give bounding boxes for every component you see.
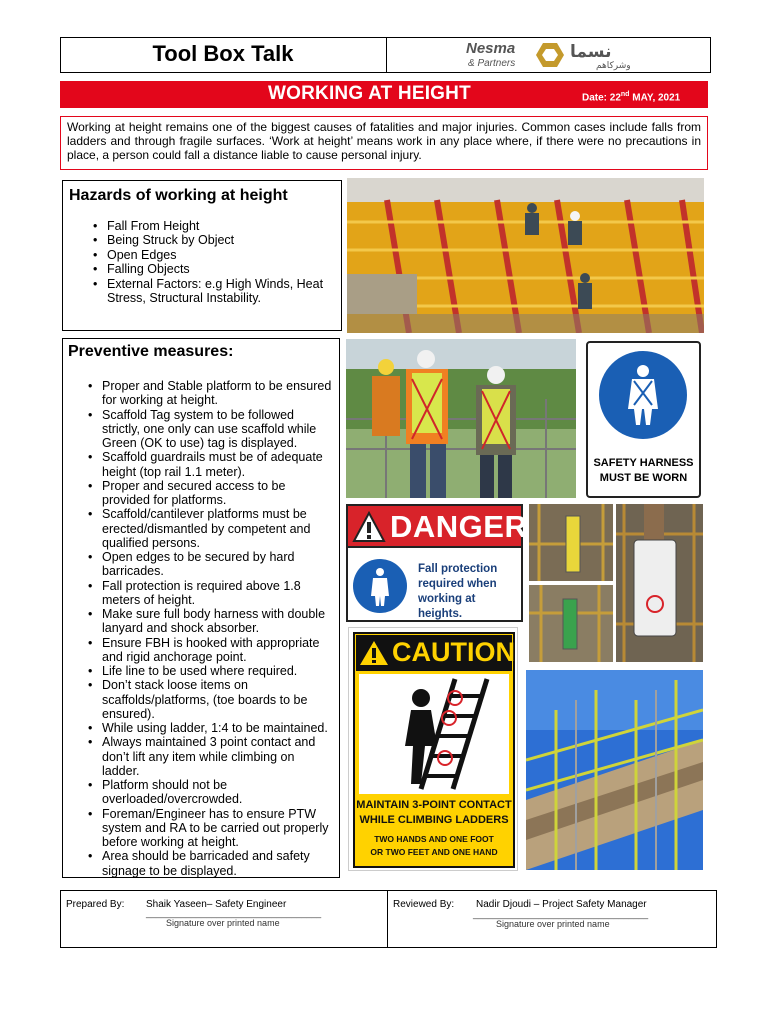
- warning-triangle-icon: [359, 640, 389, 666]
- page-title: Tool Box Talk: [152, 41, 294, 66]
- preventive-title: Preventive measures:: [68, 343, 234, 360]
- list-item: • While using ladder, 1:4 to be maintained.: [88, 721, 334, 735]
- danger-text-2: required when: [418, 578, 497, 590]
- list-item: • Make sure full body harness with double lanyard and shock absorber.: [88, 607, 334, 636]
- list-item: • Falling Objects: [93, 262, 335, 276]
- caution-line-4: OR TWO FEET AND ONE HAND: [370, 847, 498, 857]
- harness-sign: [586, 341, 701, 498]
- preventive-list: [68, 379, 334, 878]
- footer-divider: [387, 890, 388, 948]
- reviewed-name: Nadir Djoudi – Project Safety Manager: [476, 899, 647, 910]
- title-banner: [60, 81, 708, 108]
- hazards-list: [69, 219, 335, 305]
- fall-protection-icon: [352, 558, 412, 618]
- list-item: • Fall From Height: [93, 219, 335, 233]
- caution-header: [356, 635, 515, 671]
- logo-name: Nesma: [466, 40, 516, 57]
- header-divider: [386, 37, 387, 73]
- reviewed-signature-line: ___________________________________: [473, 909, 649, 919]
- scaffold-tag-photo-3: [616, 504, 703, 662]
- warning-triangle-icon: [352, 511, 386, 543]
- harness-workers-photo: [346, 339, 576, 498]
- caution-line-2: WHILE CLIMBING LADDERS: [359, 814, 509, 826]
- prepared-name: Shaik Yaseen– Safety Engineer: [146, 899, 287, 910]
- list-item: • Scaffold guardrails must be of adequate height (top rail 1.1 meter).: [88, 450, 334, 479]
- list-item: • Life line to be used where required.: [88, 664, 334, 678]
- prepared-label: Prepared By:: [66, 899, 125, 910]
- preventive-box: [62, 338, 340, 878]
- list-item: • Always maintained 3 point contact and don’t lift any item while climbing on ladder.: [88, 735, 334, 778]
- list-item: • Don’t stack loose items on scaffolds/platforms, (toe boards to be ensured).: [88, 678, 334, 721]
- harness-sign-line1: SAFETY HARNESS: [593, 457, 694, 469]
- harness-sign-line2: MUST BE WORN: [599, 472, 688, 484]
- danger-text-1: Fall protection: [418, 563, 498, 575]
- banner-date: Date: 22nd MAY, 2021: [582, 91, 681, 104]
- prepared-signature-caption: Signature over printed name: [166, 918, 280, 928]
- danger-title: DANGER: [390, 509, 528, 544]
- caution-line-1: MAINTAIN 3-POINT CONTACT: [356, 799, 512, 811]
- list-item: • Foreman/Engineer has to ensure PTW system and RA to be carried out properly before working at height.: [88, 807, 334, 850]
- list-item: • Area should be barricaded and safety signage to be displayed.: [88, 849, 334, 878]
- danger-sign: [346, 504, 528, 622]
- scaffold-tag-photo-1: [529, 504, 613, 581]
- caution-title: CAUTION: [392, 637, 515, 667]
- danger-text-3: working at heights.: [418, 593, 476, 620]
- company-logo: [458, 39, 638, 71]
- list-item: • Proper and secured access to be provided for platforms.: [88, 479, 334, 508]
- ladder-climber-icon: [359, 674, 509, 794]
- list-item: • Platform should not be overloaded/overcrowded.: [88, 778, 334, 807]
- caution-sign: [348, 627, 518, 871]
- logo-sub: & Partners: [468, 58, 516, 69]
- scaffold-tag-photo-2: [529, 585, 613, 662]
- list-item: • Open Edges: [93, 248, 335, 262]
- intro-paragraph: Working at height remains one of the biggest causes of fatalities and major injuries. Common cases include falls from ladders and through fragile surfaces. ‘Work at height’ means work in any place where, if there were no precautions in place, a person could fall a distance liable to cause personal injury.: [60, 116, 708, 170]
- hazards-title: Hazards of working at height: [69, 187, 288, 204]
- formwork-workers-photo: [347, 178, 704, 333]
- list-item: • Proper and Stable platform to be ensured for working at height.: [88, 379, 334, 408]
- danger-header: [348, 506, 528, 548]
- prepared-signature-line: ___________________________________: [146, 908, 322, 918]
- hazards-box: [62, 180, 342, 331]
- logo-arabic: نسما: [570, 42, 612, 62]
- scaffold-sky-photo: [526, 670, 703, 870]
- list-item: • External Factors: e.g High Winds, Heat Stress, Structural Instability.: [93, 277, 335, 306]
- reviewed-signature-caption: Signature over printed name: [496, 919, 610, 929]
- caution-line-3: TWO HANDS AND ONE FOOT: [374, 834, 494, 844]
- banner-title: WORKING AT HEIGHT: [268, 83, 471, 104]
- list-item: • Scaffold/cantilever platforms must be erected/dismantled by competent and qualified persons.: [88, 507, 334, 550]
- logo-arabic-sub: وشركاهم: [596, 61, 631, 71]
- reviewed-label: Reviewed By:: [393, 899, 455, 910]
- list-item: • Ensure FBH is hooked with appropriate and rigid anchorage point.: [88, 636, 334, 665]
- list-item: • Scaffold Tag system to be followed strictly, one only can use scaffold while Green (OK to use) tag is displayed.: [88, 408, 334, 451]
- list-item: • Open edges to be secured by hard barricades.: [88, 550, 334, 579]
- list-item: • Being Struck by Object: [93, 233, 335, 247]
- logo-hexagon-icon: [536, 43, 564, 67]
- list-item: • Fall protection is required above 1.8 meters of height.: [88, 579, 334, 608]
